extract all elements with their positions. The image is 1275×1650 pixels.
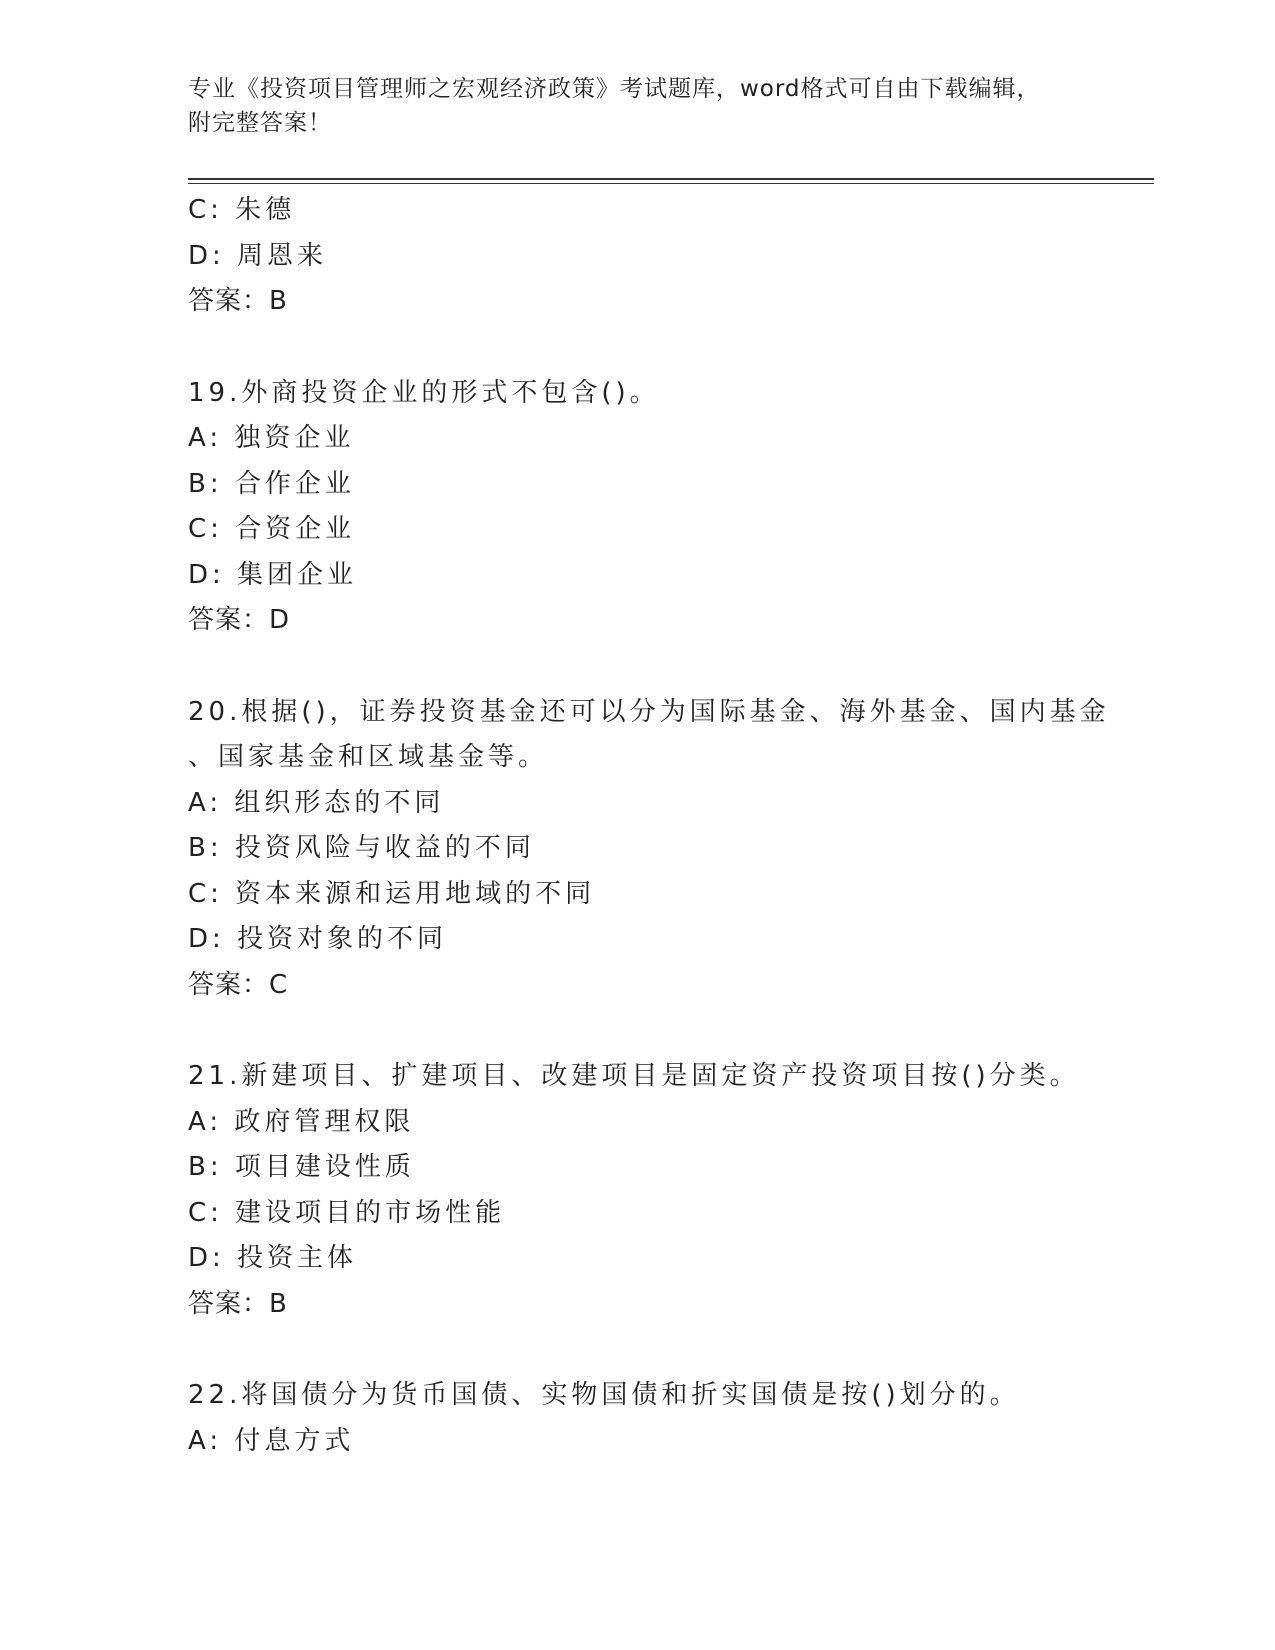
option-a: A: 付息方式 <box>188 1425 355 1456</box>
option-b: B: 投资风险与收益的不同 <box>188 833 535 863</box>
option-a: A: 独资企业 <box>188 423 355 453</box>
answer-line: 答案：C <box>188 969 289 1000</box>
header-line-2: 附完整答案！ <box>188 110 332 136</box>
document-header <box>188 72 1088 140</box>
option-c: C: 建设项目的市场性能 <box>188 1197 506 1228</box>
spacer <box>188 1008 1088 1054</box>
question-text: 22.将国债分为货币国债、实物国债和折实国债是按()划分的。 <box>188 1380 1020 1410</box>
answer-line: 答案：B <box>188 1288 288 1319</box>
option-d: D: 投资主体 <box>188 1243 358 1273</box>
answer-line: 答案：D <box>188 605 291 635</box>
spacer <box>188 325 1088 371</box>
question-text-line-2: 、国家基金和区域基金等。 <box>188 742 549 772</box>
question-text: 21.新建项目、扩建项目、改建项目是固定资产投资项目按()分类。 <box>188 1061 1080 1091</box>
spacer <box>188 644 1088 690</box>
spacer <box>188 1327 1088 1373</box>
option-d: D: 集团企业 <box>188 559 358 590</box>
question-block-22 <box>188 1373 1088 1464</box>
option-c: C: 资本来源和运用地域的不同 <box>188 878 596 909</box>
header-divider-thin <box>188 183 1154 184</box>
question-text-line-1: 20.根据()，证券投资基金还可以分为国际基金、海外基金、国内基金 <box>188 696 1110 727</box>
answer-line: 答案：B <box>188 286 288 316</box>
question-list <box>188 188 1110 1464</box>
question-block-19 <box>188 371 1088 644</box>
option-b: B: 项目建设性质 <box>188 1152 415 1182</box>
option-a: A: 组织形态的不同 <box>188 787 445 818</box>
option-a: A: 政府管理权限 <box>188 1106 415 1137</box>
question-block-21 <box>188 1054 1088 1327</box>
option-c: C: 朱德 <box>188 195 296 225</box>
option-d: D: 周恩来 <box>188 240 328 271</box>
question-block-20 <box>188 690 1110 1009</box>
question-block-18 <box>188 188 1088 325</box>
header-line-1: 专业《投资项目管理师之宏观经济政策》考试题库，word格式可自由下载编辑， <box>188 76 1041 102</box>
header-divider-thick <box>188 178 1154 180</box>
question-text: 19.外商投资企业的形式不包含()。 <box>188 377 660 408</box>
option-b: B: 合作企业 <box>188 468 355 499</box>
option-d: D: 投资对象的不同 <box>188 924 448 954</box>
option-c: C: 合资企业 <box>188 514 356 544</box>
